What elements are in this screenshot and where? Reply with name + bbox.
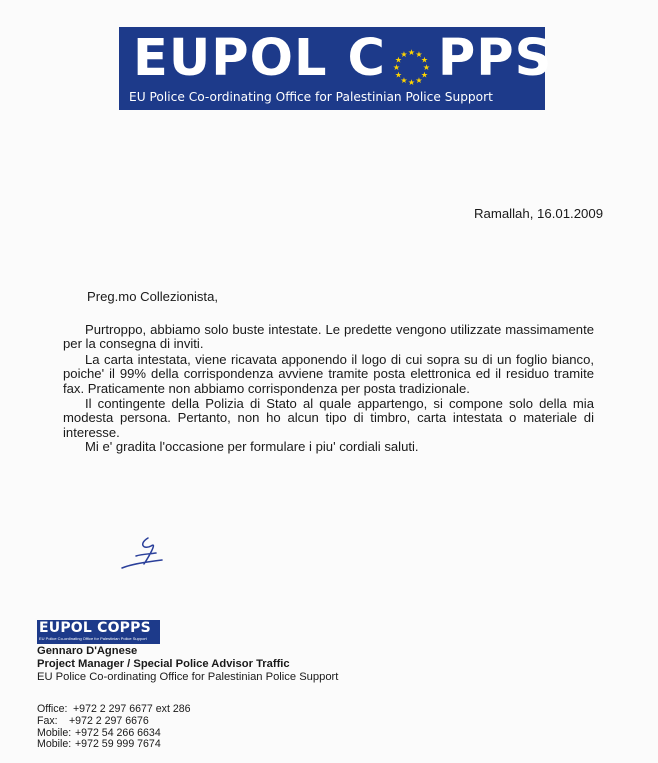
eu-star-icon: ★ — [400, 76, 409, 85]
eu-star-icon: ★ — [400, 50, 409, 59]
sender-title: Project Manager / Special Police Advisor Traffic — [37, 658, 290, 670]
contact-label: Office: — [37, 703, 68, 715]
contact-label: Mobile: — [37, 726, 72, 739]
contact-row — [37, 739, 191, 751]
footer-eupol-copps-logo — [37, 620, 160, 644]
paragraph: La carta intestata, viene ricavata apponendo il logo di cui sopra su di un foglio bianco, poiche' il 99% della corrispondenza avviene tramite posta elettronica ed il residuo tramite fax. Praticamente non abbiamo corrispondenza per posta tradizionale. — [63, 351, 594, 396]
eu-star-icon: ★ — [420, 70, 430, 80]
contact-label: Fax: — [37, 714, 58, 727]
contact-value: +972 2 297 6677 ext 286 — [73, 703, 191, 715]
sender-office: EU Police Co-ordinating Office for Palestinian Police Support — [37, 671, 339, 683]
eu-star-icon: ★ — [407, 78, 417, 87]
eu-stars-slot — [386, 41, 438, 87]
eu-star-icon: ★ — [415, 76, 424, 85]
date-line: Ramallah, 16.01.2009 — [474, 206, 604, 221]
eu-star-icon: ★ — [407, 48, 417, 57]
logo-letter-c: C — [347, 29, 386, 88]
greeting: Preg.mo Collezionista, — [87, 289, 218, 304]
logo-word-eupol: EUPOL — [133, 29, 328, 88]
eu-star-icon: ★ — [394, 70, 404, 80]
logo-tagline: EU Police Co-ordinating Office for Palestinian Police Support — [129, 90, 493, 104]
paragraph: Mi e' gradita l'occasione per formulare i piu' cordiali saluti. — [85, 439, 419, 455]
paragraph: Purtroppo, abbiamo solo buste intestate. Le predette vengono utilizzate massimamente per la consegna di inviti. — [63, 321, 594, 352]
sender-name: Gennaro D'Agnese — [37, 645, 138, 657]
eu-star-icon: ★ — [394, 55, 404, 65]
contact-value: +972 54 266 6634 — [75, 726, 161, 739]
contact-list — [37, 704, 191, 751]
handwritten-signature — [118, 534, 170, 574]
contact-label: Mobile: — [37, 738, 72, 751]
sender-block — [37, 645, 338, 684]
contact-value: +972 2 297 6676 — [69, 714, 149, 727]
footer-logo-word: EUPOL COPPS — [39, 620, 151, 636]
eu-star-icon: ★ — [420, 55, 430, 65]
eupol-copps-logo — [119, 27, 553, 110]
eu-stars-icon — [386, 47, 438, 87]
letter-body — [63, 290, 594, 455]
footer-logo-tagline: EU Police Co-ordinating Office for Palestinian Police Support — [39, 636, 147, 641]
eu-star-icon: ★ — [392, 63, 402, 72]
eu-star-icon: ★ — [415, 50, 424, 59]
logo-wordmark — [133, 29, 552, 89]
paragraph: Il contingente della Polizia di Stato al quale appartengo, si compone solo della mia modesta persona. Pertanto, non ho alcun tipo di timbro, carta intestata o materiale di interesse. — [63, 395, 594, 440]
contact-value: +972 59 999 7674 — [75, 738, 161, 751]
eu-star-icon: ★ — [422, 63, 432, 72]
logo-word-pps: PPS — [437, 29, 553, 88]
